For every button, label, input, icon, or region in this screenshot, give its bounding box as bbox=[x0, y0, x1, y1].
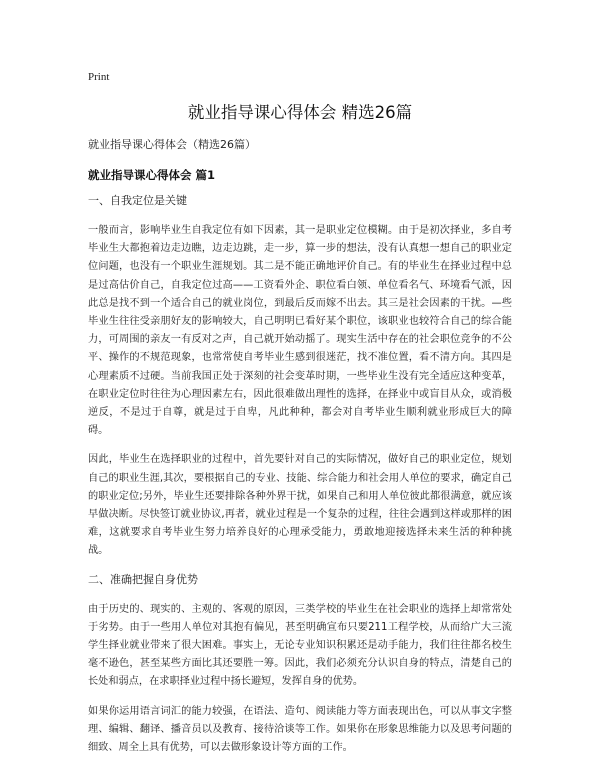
part-heading: 一、自我定位是关键 bbox=[88, 194, 187, 207]
document-title: 就业指导课心得体会 精选26篇 bbox=[187, 103, 413, 122]
part-heading: 二、准确把握自身优势 bbox=[88, 572, 198, 586]
part-own-strengths bbox=[88, 572, 512, 758]
paragraph: 因此，毕业生在选择职业的过程中，首先要针对自己的实际情况，做好自己的职业定位，规划自己的职业生涯,其次，要根据自己的专业、技能、综合能力和社会用人单位的要求，确定自己的职业定位;另外，毕业生还要排除各种外界干扰，如果自己和用人单位彼此都很满意，就应该早做决断。尽快签订就业协议,再者，就业过程是一个复杂的过程，往往会遇到这样或那样的困难，这就要求自考毕业生努力培养良好的心理承受能力，勇敢地迎接选择未来生活的种种挑战。 bbox=[88, 454, 512, 557]
paragraph: 如果你运用语言词汇的能力较强，在语法、造句、阅读能力等方面表现出色，可以从事文字整理、编辑、翻译、播音员以及教育、接待洽谈等工作。如果你在形象思维能力以及思考问题的细致、周全上具有优势，可以去做形象设计等方面的工作。 bbox=[88, 705, 512, 754]
part-self-positioning bbox=[88, 193, 512, 561]
document-subtitle: 就业指导课心得体会（精选26篇） bbox=[88, 138, 256, 151]
print-link[interactable]: Print bbox=[88, 71, 110, 83]
paragraph: 一般而言，影响毕业生自我定位有如下因素，其一是职业定位模糊。由于是初次择业，多自考毕业生大都抱着边走边瞧，边走边跳，走一步，算一步的想法，没有认真想一想自己的职业定位问题，也没有一个职业生涯规划。其二是不能正确地评价自己。有的毕业生在择业过程中总是过高估价自己，自我定位过高——工资看外企、职位看白领、单位看名气、环境看气派，因此总是找不到一个适合自己的就业岗位，到最后反而嫁不出去。其三是社会因素的干扰。—些毕业生往往受亲朋好友的影响较大，自己明明已看好某个职位，该职业也较符合自己的综合能力，可周围的亲友一有反对之声，自己就开始动摇了。现实生活中存在的社会职位竞争的不公平、操作的不规范现象，也常常使自考毕业生感到很迷茫，找不准位置，看不清方向。其四是心理素质不过硬。当前我国正处于深刻的社会变革时期，一些毕业生没有完全适应这种变革，在职业定位时往往为心理因素左右，因此很难做出理性的选择，在择业中或盲目从众，或消极逆反，不是过于自尊，就是过于自卑，凡此种种，都会对自考毕业生顺利就业形成巨大的障碍。 bbox=[88, 225, 512, 437]
paragraph: 由于历史的、现实的、主观的、客观的原因，三类学校的毕业生在社会职业的选择上却常常处于劣势。由于一些用人单位对其抱有偏见，甚至明确宣布只要211工程学校，从而给广大三流学生择业就业带来了很大困难。事实上，无论专业知识积累还是动手能力，我们往往都名校生毫不逊色，甚至某些方面比其还要胜一筹。因此，我们必须充分认识自身的特点，清楚自己的长处和弱点，在求职择业过程中扬长避短，发挥自身的优势。 bbox=[88, 603, 512, 688]
section-heading: 就业指导课心得体会 篇1 bbox=[88, 168, 216, 182]
